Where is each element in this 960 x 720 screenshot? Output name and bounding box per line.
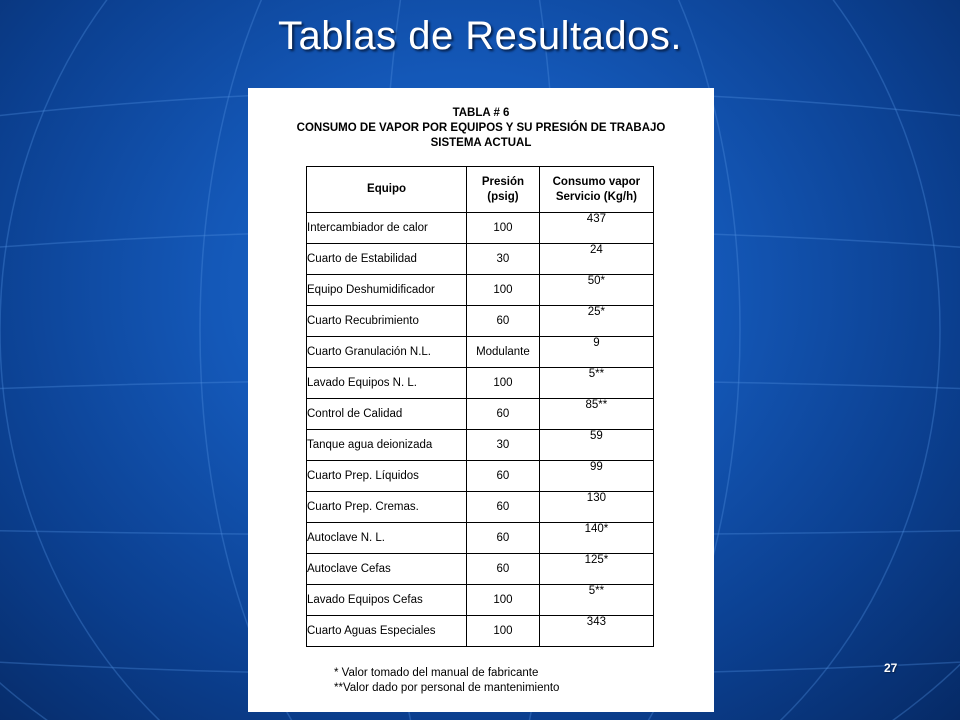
cell-consumo: 85** — [539, 399, 653, 430]
cell-consumo: 343 — [539, 616, 653, 647]
table-row — [307, 616, 654, 647]
cell-consumo: 5** — [539, 368, 653, 399]
cell-equipo: Cuarto Recubrimiento — [307, 306, 467, 337]
cell-presion: 60 — [467, 523, 540, 554]
cell-consumo: 25* — [539, 306, 653, 337]
cell-presion: 60 — [467, 492, 540, 523]
cell-equipo: Equipo Deshumidificador — [307, 275, 467, 306]
table-row — [307, 368, 654, 399]
cell-consumo: 24 — [539, 244, 653, 275]
cell-presion: 100 — [467, 213, 540, 244]
cell-presion: 100 — [467, 616, 540, 647]
cell-equipo: Cuarto de Estabilidad — [307, 244, 467, 275]
table-header-row — [307, 167, 654, 213]
column-header-consumo-label: Consumo vapor — [552, 175, 641, 188]
cell-consumo: 437 — [539, 213, 653, 244]
table-footnotes — [334, 666, 559, 696]
cell-equipo: Intercambiador de calor — [307, 213, 467, 244]
cell-equipo: Cuarto Prep. Cremas. — [307, 492, 467, 523]
column-header-equipo — [307, 167, 467, 213]
column-header-presion-unit: (psig) — [487, 190, 519, 203]
footnote-manufacturer: * Valor tomado del manual de fabricante — [334, 667, 539, 679]
cell-presion: 60 — [467, 554, 540, 585]
document-heading — [248, 106, 714, 151]
results-table — [306, 166, 654, 647]
cell-presion: 60 — [467, 306, 540, 337]
table-row — [307, 275, 654, 306]
cell-equipo: Cuarto Granulación N.L. — [307, 337, 467, 368]
table-row — [307, 244, 654, 275]
table-row — [307, 554, 654, 585]
cell-equipo: Lavado Equipos N. L. — [307, 368, 467, 399]
cell-consumo: 130 — [539, 492, 653, 523]
cell-presion: 30 — [467, 430, 540, 461]
table-row — [307, 461, 654, 492]
column-header-consumo — [539, 167, 653, 213]
table-row — [307, 430, 654, 461]
table-row — [307, 492, 654, 523]
table-title: CONSUMO DE VAPOR POR EQUIPOS Y SU PRESIÓN DE TRABAJO — [296, 122, 666, 134]
slide-title: Tablas de Resultados. — [277, 14, 683, 58]
cell-consumo: 99 — [539, 461, 653, 492]
table-row — [307, 337, 654, 368]
table-row — [307, 399, 654, 430]
cell-consumo: 140* — [539, 523, 653, 554]
cell-equipo: Cuarto Prep. Líquidos — [307, 461, 467, 492]
table-row — [307, 585, 654, 616]
table-number: TABLA # 6 — [452, 107, 510, 119]
table-row — [307, 523, 654, 554]
cell-presion: 60 — [467, 461, 540, 492]
cell-equipo: Autoclave N. L. — [307, 523, 467, 554]
results-document — [248, 88, 714, 712]
cell-presion: 100 — [467, 275, 540, 306]
cell-presion: 100 — [467, 368, 540, 399]
cell-consumo: 59 — [539, 430, 653, 461]
cell-consumo: 5** — [539, 585, 653, 616]
table-row — [307, 213, 654, 244]
table-subtitle: SISTEMA ACTUAL — [430, 137, 532, 149]
footnote-maintenance: **Valor dado por personal de mantenimiento — [334, 682, 560, 694]
cell-presion: 100 — [467, 585, 540, 616]
cell-equipo: Lavado Equipos Cefas — [307, 585, 467, 616]
cell-consumo: 125* — [539, 554, 653, 585]
cell-presion: Modulante — [467, 337, 540, 368]
slide-page-number: 27 — [884, 661, 898, 675]
table-row — [307, 306, 654, 337]
cell-consumo: 9 — [539, 337, 653, 368]
column-header-consumo-unit: Servicio (Kg/h) — [555, 190, 637, 203]
cell-equipo: Autoclave Cefas — [307, 554, 467, 585]
cell-equipo: Control de Calidad — [307, 399, 467, 430]
cell-equipo: Tanque agua deionizada — [307, 430, 467, 461]
cell-presion: 30 — [467, 244, 540, 275]
cell-presion: 60 — [467, 399, 540, 430]
cell-consumo: 50* — [539, 275, 653, 306]
column-header-equipo-label: Equipo — [367, 183, 406, 195]
cell-equipo: Cuarto Aguas Especiales — [307, 616, 467, 647]
column-header-presion — [467, 167, 540, 213]
column-header-presion-label: Presión — [481, 175, 525, 188]
